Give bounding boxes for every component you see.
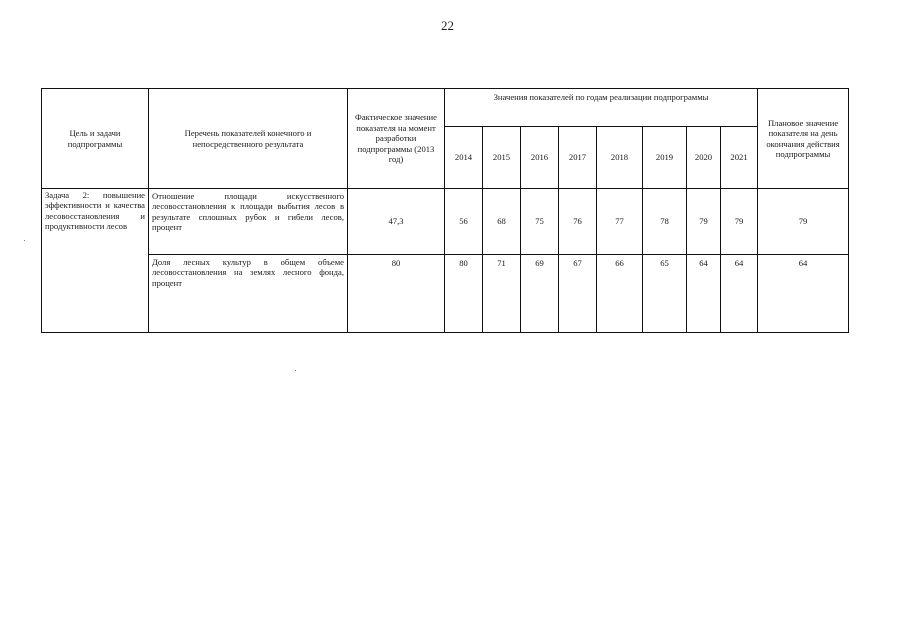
year-value: 64 (687, 255, 721, 333)
header-row-top (42, 89, 849, 127)
page-number: 22 (441, 18, 454, 33)
year-value: 71 (483, 255, 521, 333)
table-row (42, 189, 849, 255)
actual-value: 47,3 (348, 189, 445, 255)
header-year: 2021 (721, 127, 758, 189)
header-year: 2019 (643, 127, 687, 189)
scan-speck (24, 240, 25, 241)
indicator-name: Доля лесных культур в общем объеме лесовосстановления на землях лесного фонда, процент (149, 255, 348, 333)
header-planned-value: Плановое значение показателя на день окончания действия подпрограммы (758, 89, 849, 189)
header-years-group: Значения показателей по годам реализации подпрограммы (445, 89, 758, 127)
year-value: 78 (643, 189, 687, 255)
planned-value: 64 (758, 255, 849, 333)
year-value: 79 (687, 189, 721, 255)
year-value: 79 (721, 189, 758, 255)
year-value: 77 (597, 189, 643, 255)
header-goal: Цель и задачи подпрограммы (42, 89, 149, 189)
header-year: 2017 (559, 127, 597, 189)
header-actual-value: Фактическое значение показателя на момент разработки подпрограммы (2013 год) (348, 89, 445, 189)
header-year: 2018 (597, 127, 643, 189)
scan-speck (295, 370, 296, 371)
year-value: 76 (559, 189, 597, 255)
year-value: 66 (597, 255, 643, 333)
header-year: 2014 (445, 127, 483, 189)
table-row (42, 255, 849, 333)
year-value: 67 (559, 255, 597, 333)
year-value: 68 (483, 189, 521, 255)
indicator-name: Отношение площади искусственного лесовосстановления к площади выбытия лесов в результате сплошных рубок и гибели лесов, процент (149, 189, 348, 255)
year-value: 64 (721, 255, 758, 333)
year-value: 80 (445, 255, 483, 333)
year-value: 75 (521, 189, 559, 255)
header-year: 2020 (687, 127, 721, 189)
year-value: 65 (643, 255, 687, 333)
year-value: 56 (445, 189, 483, 255)
goal-cell: Задача 2: повышение эффективности и качества лесовосстановления и продуктивности лесов (42, 189, 149, 333)
year-value: 69 (521, 255, 559, 333)
actual-value: 80 (348, 255, 445, 333)
indicators-table (41, 88, 849, 333)
header-indicator-list: Перечень показателей конечного и непосредственного результата (149, 89, 348, 189)
header-year: 2016 (521, 127, 559, 189)
header-year: 2015 (483, 127, 521, 189)
planned-value: 79 (758, 189, 849, 255)
